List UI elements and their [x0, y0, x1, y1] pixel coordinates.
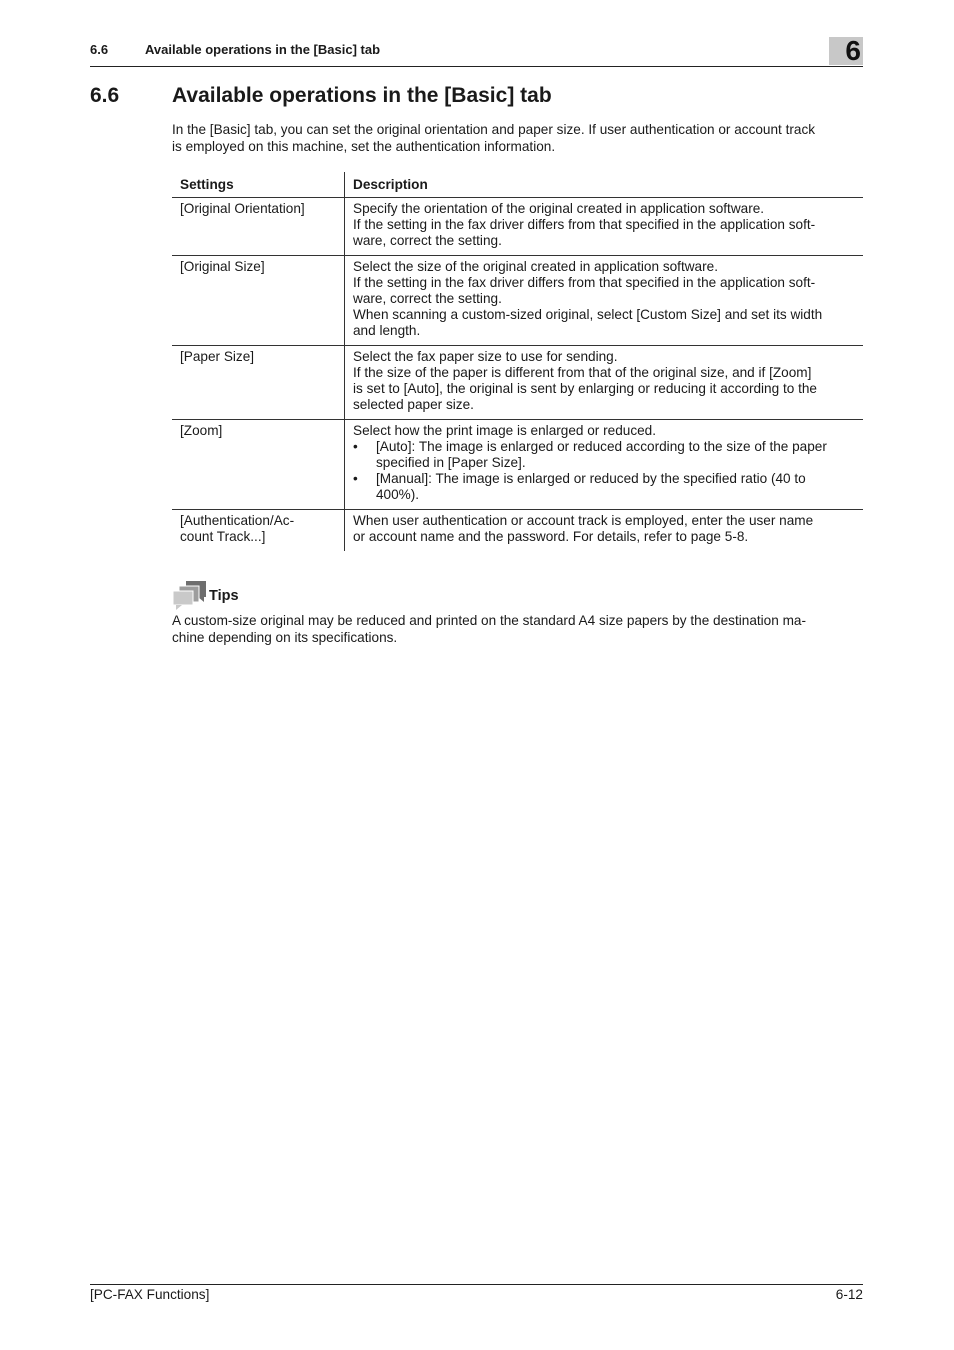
intro-line: In the [Basic] tab, you can set the original orientation and paper size. If user authentication or account track [172, 122, 816, 137]
page-title [90, 84, 552, 108]
tips-label: Tips [209, 588, 239, 604]
setting-name-line: count Track...] [180, 529, 266, 544]
tips-paragraph [172, 612, 862, 646]
setting-description [345, 346, 864, 420]
description-line: Select the size of the original created in application software. [353, 259, 718, 274]
setting-description [345, 420, 864, 510]
table-row [172, 420, 863, 510]
page-footer [90, 1284, 863, 1307]
description-line: or account name and the password. For details, refer to page 5-8. [353, 529, 749, 544]
description-line: When scanning a custom-sized original, select [Custom Size] and set its width [353, 307, 823, 322]
column-header-description: Description [353, 177, 428, 192]
description-line: ware, correct the setting. [353, 233, 502, 248]
description-line: If the setting in the fax driver differs from that specified in the application soft- [353, 275, 816, 290]
setting-name: [Paper Size] [172, 346, 345, 420]
description-line: selected paper size. [353, 397, 474, 412]
table-row [172, 256, 863, 346]
bullet-item [353, 471, 855, 503]
table-row [172, 346, 863, 420]
bullet-line: specified in [Paper Size]. [376, 455, 526, 470]
page-title-text: Available operations in the [Basic] tab [172, 84, 552, 107]
chapter-number: 6 [845, 35, 861, 66]
setting-name-line: [Authentication/Ac- [180, 513, 295, 528]
tips-line: A custom-size original may be reduced and printed on the standard A4 size papers by the destination ma- [172, 613, 806, 628]
setting-description [345, 510, 864, 552]
header-section-title: Available operations in the [Basic] tab [145, 42, 381, 57]
bullet-line: • [Manual]: The image is enlarged or reduced by the specified ratio (40 to [376, 471, 806, 486]
running-header [90, 35, 863, 67]
bullet-line: 400%). [376, 487, 420, 502]
description-line: Specify the orientation of the original created in application software. [353, 201, 765, 216]
setting-description [345, 198, 864, 256]
description-line: If the size of the paper is different from that of the original size, and if [Zoom] [353, 365, 812, 380]
chapter-tab [829, 37, 863, 65]
setting-name: [Original Orientation] [172, 198, 345, 256]
intro-paragraph [172, 121, 864, 155]
description-line: Select the fax paper size to use for sending. [353, 349, 618, 364]
bullet-item [353, 439, 855, 471]
footer-page-number: 6-12 [835, 1287, 863, 1302]
setting-name: [Original Size] [172, 256, 345, 346]
intro-line: is employed on this machine, set the authentication information. [172, 139, 556, 154]
column-header-settings: Settings [172, 172, 345, 198]
tips-line: chine depending on its specifications. [172, 630, 398, 645]
tips-icon [172, 580, 208, 610]
description-line: When user authentication or account track is employed, enter the user name [353, 513, 814, 528]
table-row [172, 510, 863, 552]
description-line: If the setting in the fax driver differs from that specified in the application soft- [353, 217, 816, 232]
table-header-row [172, 172, 863, 198]
description-line: is set to [Auto], the original is sent by enlarging or reducing it according to the [353, 381, 817, 396]
page-title-number: 6.6 [90, 84, 120, 107]
setting-name [172, 510, 345, 552]
description-line: and length. [353, 323, 421, 338]
header-section-number: 6.6 [90, 42, 109, 57]
table-row [172, 198, 863, 256]
description-line: Select how the print image is enlarged or reduced. [353, 423, 657, 438]
setting-description [345, 256, 864, 346]
footer-manual-name: [PC-FAX Functions] [90, 1287, 210, 1302]
setting-name: [Zoom] [172, 420, 345, 510]
settings-table [172, 172, 863, 551]
bullet-line: • [Auto]: The image is enlarged or reduced according to the size of the paper [376, 439, 827, 454]
description-line: ware, correct the setting. [353, 291, 502, 306]
